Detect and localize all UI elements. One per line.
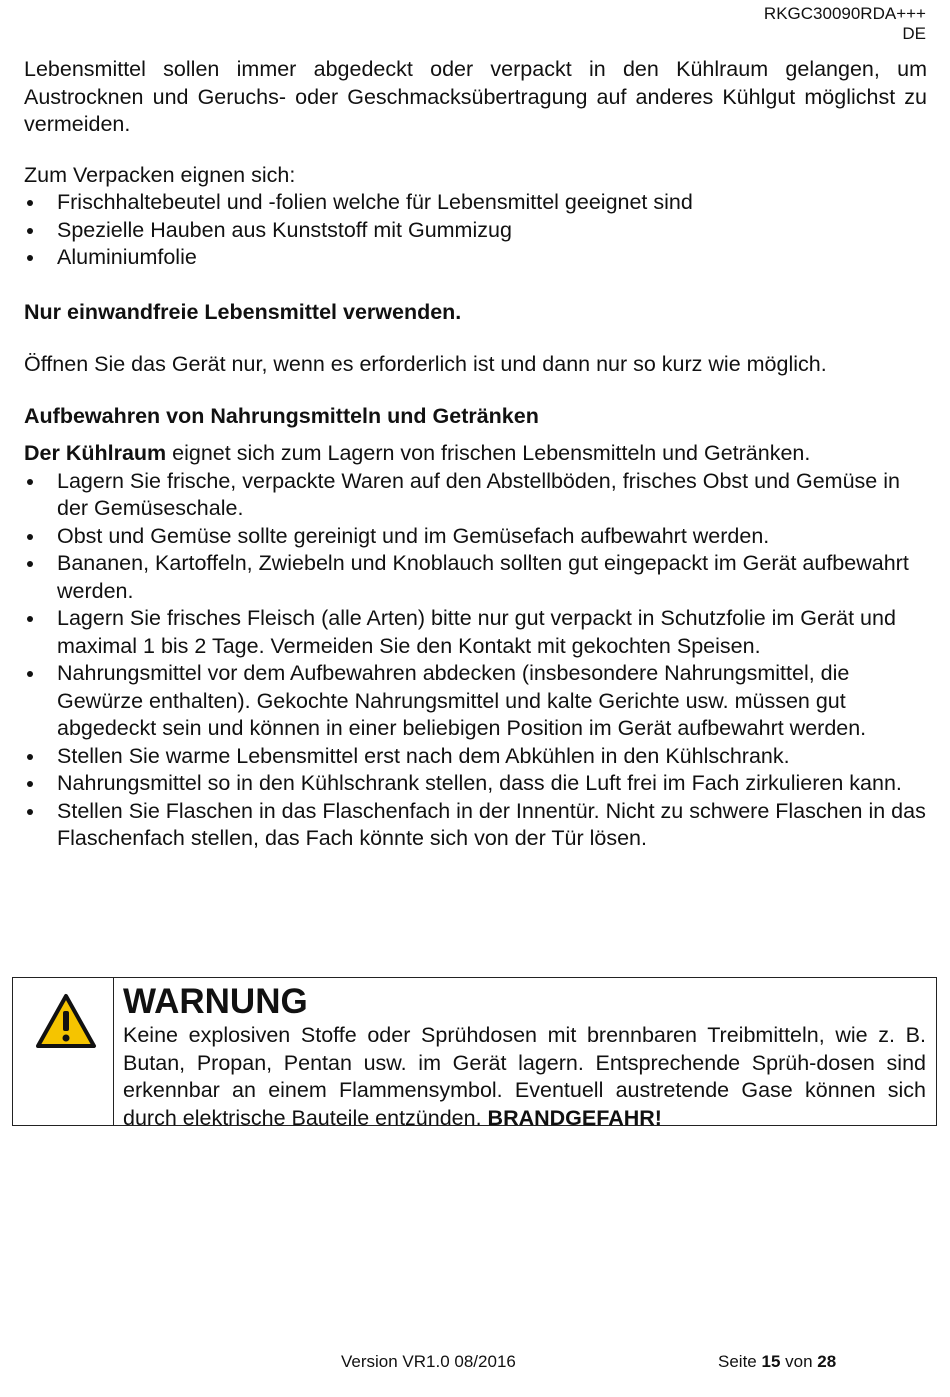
storage-lead-bold: Der Kühlraum [24,441,167,465]
intro-paragraph: Lebensmittel sollen immer abgedeckt oder verpackt in den Kühlraum gelangen, um Austrocknen und Geruchs- oder Geschmacksübertragung auf anderes Kühlgut möglichst zu vermeiden. [24,57,927,136]
section-heading: Aufbewahren von Nahrungsmitteln und Getränken [24,403,539,428]
bullet-icon [27,561,33,567]
bullet-icon [27,479,33,485]
page-header [764,4,926,44]
list-item: Obst und Gemüse sollte gereinigt und im Gemüsefach aufbewahrt werden. [24,523,927,551]
bold-note: Nur einwandfreie Lebensmittel verwenden. [24,299,462,324]
language-code: DE [902,24,926,43]
open-note: Öffnen Sie das Gerät nur, wenn es erforderlich ist und dann nur so kurz wie möglich. [24,352,827,376]
bullet-icon [27,754,33,760]
list-item: Nahrungsmittel vor dem Aufbewahren abdecken (insbesondere Nahrungsmittel, die Gewürze enthalten). Gekochte Nahrungsmittel und kalte Gerichte usw. müssen gut abgedeckt sein und können in einer beliebigen Position im Gerät aufbewahrt werden. [24,660,927,743]
bullet-icon [27,616,33,622]
model-number: RKGC30090RDA+++ [763,4,926,23]
list-item: Spezielle Hauben aus Kunststoff mit Gummizug [24,217,927,245]
list-item: Stellen Sie warme Lebensmittel erst nach dem Abkühlen in den Kühlschrank. [24,743,927,771]
list-item: Bananen, Kartoffeln, Zwiebeln und Knoblauch sollten gut eingepackt im Gerät aufbewahrt werden. [24,550,927,605]
warning-text: Keine explosiven Stoffe oder Sprühdosen mit brennbaren Treibmitteln, wie z. B. Butan, Propan, Pentan usw. im Gerät lagern. Entsprechende Sprüh-dosen sind erkennbar an einem Flammensymbol. Eventuell austretende Gase können sich durch elektrische Bauteile entzünden. BRANDGEFAHR! [123,1023,926,1130]
list-item: Frischhaltebeutel und -folien welche für Lebensmittel geeignet sind [24,189,927,217]
bullet-icon [27,255,33,261]
warning-box [12,977,937,1130]
storage-list [24,468,927,853]
bullet-icon [27,200,33,206]
warning-text-cell [114,978,936,1130]
list-item: Lagern Sie frische, verpackte Waren auf den Abstellböden, frisches Obst und Gemüse in der Gemüseschale. [24,468,927,523]
bullet-icon [27,671,33,677]
fire-hazard-label: BRANDGEFAHR! [487,1105,662,1130]
total-pages: 28 [817,1352,837,1371]
page-content [24,56,927,853]
warning-triangle-icon [34,992,98,1050]
current-page: 15 [761,1352,781,1371]
warning-icon-cell [13,978,114,1125]
bullet-icon [27,809,33,815]
version-label: Version VR1.0 08/2016 [341,1352,516,1371]
warning-title: WARNUNG [123,982,308,1021]
page-number: Seite 15 von 28 [718,1352,837,1371]
bullet-icon [27,228,33,234]
bullet-icon [27,534,33,540]
list-item: Nahrungsmittel so in den Kühlschrank stellen, dass die Luft frei im Fach zirkulieren kann. [24,770,927,798]
storage-lead-rest: eignet sich zum Lagern von frischen Lebensmitteln und Getränken. [166,441,811,465]
packaging-list [24,189,927,272]
list-item: Aluminiumfolie [24,244,927,272]
packaging-lead: Zum Verpacken eignen sich: [24,162,296,187]
list-item: Stellen Sie Flaschen in das Flaschenfach in der Innentür. Nicht zu schwere Flaschen in das Flaschenfach stellen, das Fach könnte sich von der Tür lösen. [24,798,927,853]
storage-lead [24,440,927,468]
list-item: Lagern Sie frisches Fleisch (alle Arten) bitte nur gut verpackt in Schutzfolie im Gerät und maximal 1 bis 2 Tage. Vermeiden Sie den Kontakt mit gekochten Speisen. [24,605,927,660]
bullet-icon [27,781,33,787]
